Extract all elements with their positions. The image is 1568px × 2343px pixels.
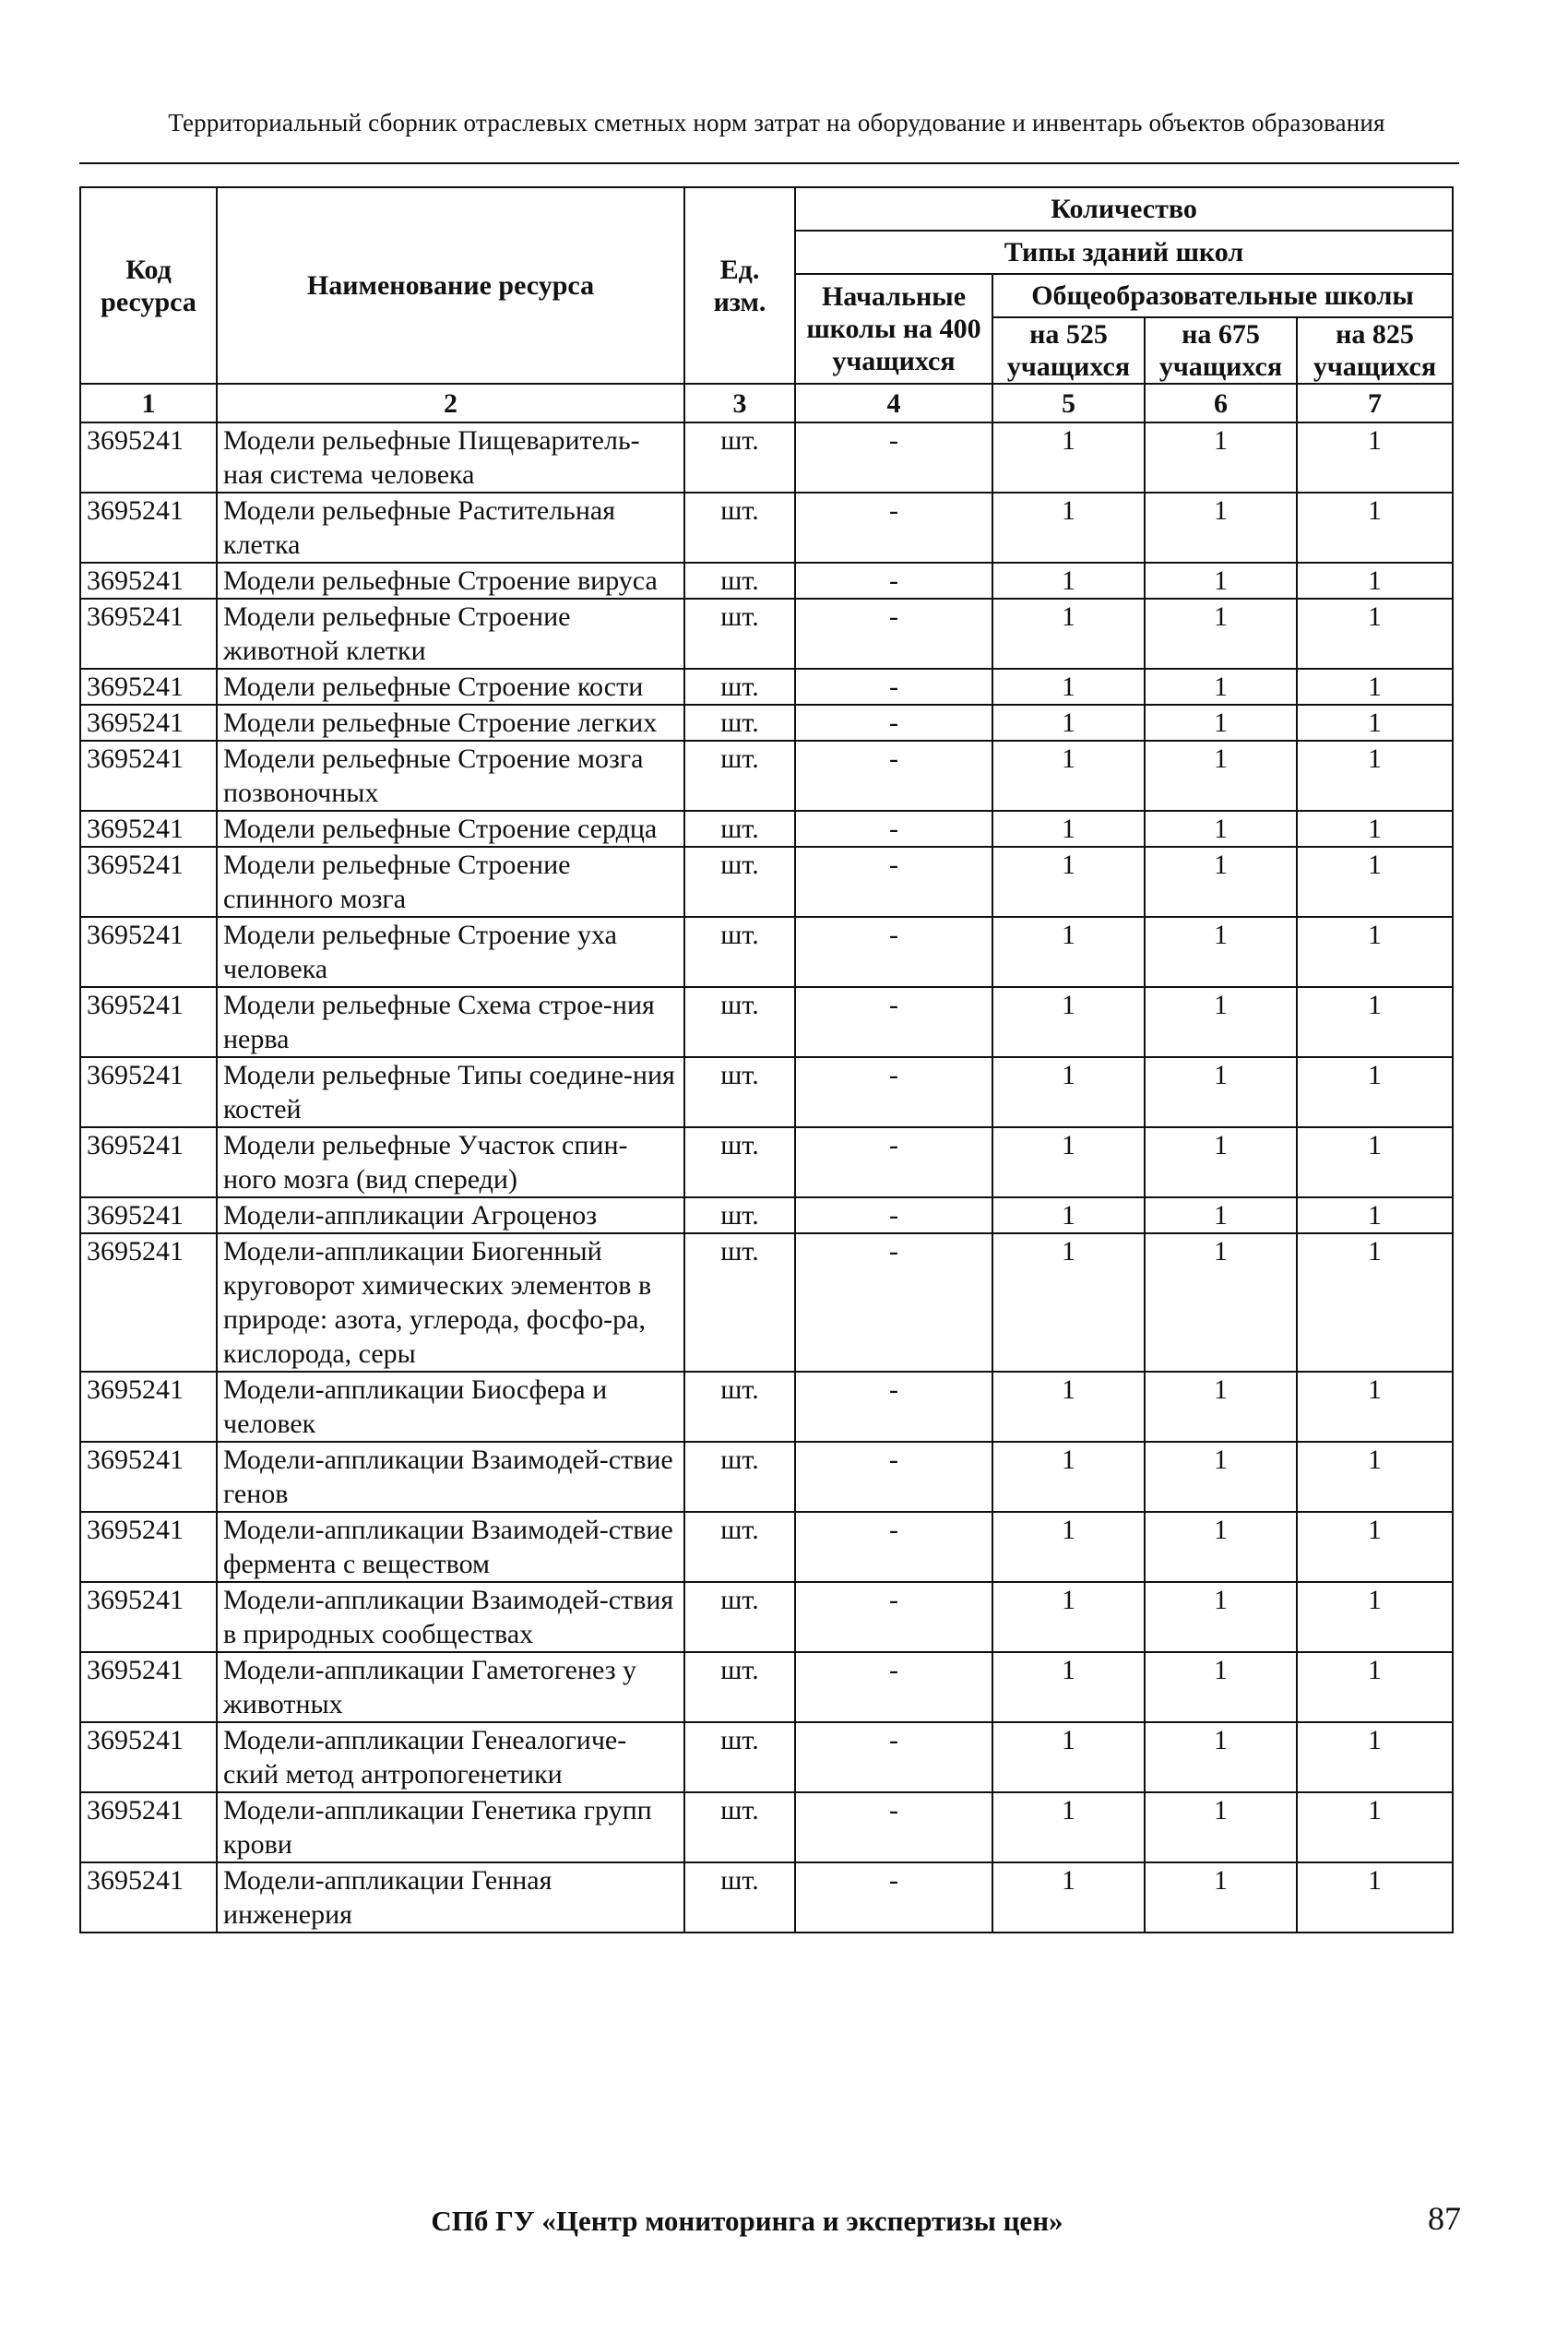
resource-code-cell: 3695241: [80, 1792, 217, 1862]
resource-code-cell: 3695241: [80, 705, 217, 741]
qty-675-cell: 1: [1145, 1197, 1297, 1233]
qty-400-cell: -: [795, 987, 992, 1057]
resource-code-cell: 3695241: [80, 1722, 217, 1792]
resource-name-cell: Модели рельефные Строение легких: [217, 705, 684, 741]
qty-825-cell: 1: [1297, 493, 1453, 563]
qty-525-cell: 1: [992, 741, 1145, 811]
qty-825-cell: 1: [1297, 599, 1453, 669]
resource-code-cell: 3695241: [80, 1127, 217, 1197]
qty-400-cell: -: [795, 1722, 992, 1792]
table-row: [80, 599, 1453, 669]
col-header-primary-400: Начальные школы на 400 учащихся: [795, 274, 992, 384]
qty-675-cell: 1: [1145, 917, 1297, 987]
qty-675-cell: 1: [1145, 1127, 1297, 1197]
unit-cell: шт.: [684, 1512, 795, 1582]
resource-code-cell: 3695241: [80, 1233, 217, 1372]
resource-code-cell: 3695241: [80, 599, 217, 669]
qty-825-cell: 1: [1297, 1057, 1453, 1127]
qty-825-cell: 1: [1297, 847, 1453, 917]
qty-825-cell: 1: [1297, 1582, 1453, 1652]
qty-525-cell: 1: [992, 1197, 1145, 1233]
qty-400-cell: -: [795, 1127, 992, 1197]
qty-400-cell: -: [795, 1862, 992, 1933]
qty-675-cell: 1: [1145, 1722, 1297, 1792]
qty-525-cell: 1: [992, 1372, 1145, 1442]
qty-675-cell: 1: [1145, 705, 1297, 741]
unit-cell: шт.: [684, 1722, 795, 1792]
unit-cell: шт.: [684, 987, 795, 1057]
resource-name-cell: Модели рельефные Строение вируса: [217, 563, 684, 599]
table-row: [80, 811, 1453, 847]
unit-cell: шт.: [684, 917, 795, 987]
qty-675-cell: 1: [1145, 422, 1297, 493]
resource-name-cell: Модели-аппликации Генная инженерия: [217, 1862, 684, 1933]
qty-525-cell: 1: [992, 705, 1145, 741]
norms-table: [79, 186, 1454, 1933]
qty-400-cell: -: [795, 1233, 992, 1372]
resource-name-cell: Модели-аппликации Взаимодей-ствие генов: [217, 1442, 684, 1512]
unit-cell: шт.: [684, 1127, 795, 1197]
qty-525-cell: 1: [992, 1792, 1145, 1862]
qty-525-cell: 1: [992, 563, 1145, 599]
qty-400-cell: -: [795, 669, 992, 705]
resource-code-cell: 3695241: [80, 669, 217, 705]
qty-400-cell: -: [795, 847, 992, 917]
qty-400-cell: -: [795, 741, 992, 811]
resource-code-cell: 3695241: [80, 1442, 217, 1512]
qty-525-cell: 1: [992, 1652, 1145, 1722]
qty-400-cell: -: [795, 705, 992, 741]
resource-code-cell: 3695241: [80, 1652, 217, 1722]
resource-name-cell: Модели-аппликации Агроценоз: [217, 1197, 684, 1233]
qty-825-cell: 1: [1297, 987, 1453, 1057]
unit-cell: шт.: [684, 1057, 795, 1127]
resource-code-cell: 3695241: [80, 917, 217, 987]
resource-code-cell: 3695241: [80, 741, 217, 811]
table-row: [80, 987, 1453, 1057]
unit-cell: шт.: [684, 1372, 795, 1442]
qty-525-cell: 1: [992, 1512, 1145, 1582]
resource-name-cell: Модели-аппликации Гаметогенез у животных: [217, 1652, 684, 1722]
qty-675-cell: 1: [1145, 1792, 1297, 1862]
col-header-quantity: Количество: [795, 187, 1453, 231]
qty-525-cell: 1: [992, 847, 1145, 917]
col-header-code: Код ресурса: [80, 187, 217, 384]
table-row: [80, 669, 1453, 705]
column-number: 5: [992, 384, 1145, 422]
table-head: [80, 187, 1453, 422]
column-number-row: [80, 384, 1453, 422]
unit-cell: шт.: [684, 1792, 795, 1862]
qty-675-cell: 1: [1145, 493, 1297, 563]
col-header-name: Наименование ресурса: [217, 187, 684, 384]
resource-code-cell: 3695241: [80, 493, 217, 563]
qty-825-cell: 1: [1297, 669, 1453, 705]
unit-cell: шт.: [684, 741, 795, 811]
qty-525-cell: 1: [992, 1442, 1145, 1512]
qty-525-cell: 1: [992, 987, 1145, 1057]
col-header-unit: Ед. изм.: [684, 187, 795, 384]
unit-cell: шт.: [684, 599, 795, 669]
resource-name-cell: Модели рельефные Строение животной клетки: [217, 599, 684, 669]
unit-cell: шт.: [684, 422, 795, 493]
qty-525-cell: 1: [992, 493, 1145, 563]
col-header-525: на 525 учащихся: [992, 317, 1145, 384]
qty-525-cell: 1: [992, 422, 1145, 493]
table-row: [80, 741, 1453, 811]
qty-525-cell: 1: [992, 1582, 1145, 1652]
resource-code-cell: 3695241: [80, 422, 217, 493]
unit-cell: шт.: [684, 1582, 795, 1652]
qty-400-cell: -: [795, 1512, 992, 1582]
header-rule: [79, 162, 1459, 164]
resource-name-cell: Модели-аппликации Взаимодей-ствие фермента с веществом: [217, 1512, 684, 1582]
table-row: [80, 705, 1453, 741]
qty-400-cell: -: [795, 599, 992, 669]
unit-cell: шт.: [684, 1862, 795, 1933]
resource-code-cell: 3695241: [80, 563, 217, 599]
column-number: 3: [684, 384, 795, 422]
resource-name-cell: Модели рельефные Растительная клетка: [217, 493, 684, 563]
qty-400-cell: -: [795, 422, 992, 493]
qty-400-cell: -: [795, 1197, 992, 1233]
resource-name-cell: Модели-аппликации Генетика групп крови: [217, 1792, 684, 1862]
resource-name-cell: Модели-аппликации Биосфера и человек: [217, 1372, 684, 1442]
unit-cell: шт.: [684, 563, 795, 599]
col-header-675: на 675 учащихся: [1145, 317, 1297, 384]
qty-675-cell: 1: [1145, 1582, 1297, 1652]
qty-675-cell: 1: [1145, 1862, 1297, 1933]
qty-400-cell: -: [795, 1057, 992, 1127]
column-number: 1: [80, 384, 217, 422]
qty-825-cell: 1: [1297, 917, 1453, 987]
table-row: [80, 1127, 1453, 1197]
column-number: 4: [795, 384, 992, 422]
unit-cell: шт.: [684, 1442, 795, 1512]
resource-code-cell: 3695241: [80, 987, 217, 1057]
resource-name-cell: Модели рельефные Схема строе-ния нерва: [217, 987, 684, 1057]
resource-code-cell: 3695241: [80, 1197, 217, 1233]
qty-400-cell: -: [795, 1792, 992, 1862]
col-header-825: на 825 учащихся: [1297, 317, 1453, 384]
qty-675-cell: 1: [1145, 1512, 1297, 1582]
qty-400-cell: -: [795, 1372, 992, 1442]
qty-825-cell: 1: [1297, 1792, 1453, 1862]
table-row: [80, 493, 1453, 563]
table-row: [80, 1722, 1453, 1792]
unit-cell: шт.: [684, 847, 795, 917]
qty-675-cell: 1: [1145, 1372, 1297, 1442]
qty-400-cell: -: [795, 563, 992, 599]
qty-400-cell: -: [795, 493, 992, 563]
qty-825-cell: 1: [1297, 1652, 1453, 1722]
qty-675-cell: 1: [1145, 847, 1297, 917]
resource-name-cell: Модели рельефные Строение мозга позвоночных: [217, 741, 684, 811]
qty-675-cell: 1: [1145, 669, 1297, 705]
table-row: [80, 1652, 1453, 1722]
resource-name-cell: Модели-аппликации Генеалогиче-ский метод антропогенетики: [217, 1722, 684, 1792]
table-row: [80, 1372, 1453, 1442]
qty-675-cell: 1: [1145, 563, 1297, 599]
qty-825-cell: 1: [1297, 1372, 1453, 1442]
table-row: [80, 1442, 1453, 1512]
resource-name-cell: Модели рельефные Строение кости: [217, 669, 684, 705]
table-row: [80, 1792, 1453, 1862]
qty-400-cell: -: [795, 1442, 992, 1512]
resource-name-cell: Модели рельефные Строение спинного мозга: [217, 847, 684, 917]
qty-525-cell: 1: [992, 1862, 1145, 1933]
resource-name-cell: Модели рельефные Участок спин-ного мозга (вид спереди): [217, 1127, 684, 1197]
resource-name-cell: Модели рельефные Строение уха человека: [217, 917, 684, 987]
resource-code-cell: 3695241: [80, 1512, 217, 1582]
qty-525-cell: 1: [992, 1057, 1145, 1127]
table-row: [80, 1197, 1453, 1233]
column-number: 6: [1145, 384, 1297, 422]
footer-organization: СПб ГУ «Центр мониторинга и экспертизы цен»: [431, 2205, 1063, 2237]
qty-675-cell: 1: [1145, 1057, 1297, 1127]
qty-825-cell: 1: [1297, 1233, 1453, 1372]
table-row: [80, 1862, 1453, 1933]
qty-675-cell: 1: [1145, 1442, 1297, 1512]
qty-675-cell: 1: [1145, 1652, 1297, 1722]
col-header-building-types: Типы зданий школ: [795, 231, 1453, 274]
unit-cell: шт.: [684, 1652, 795, 1722]
unit-cell: шт.: [684, 705, 795, 741]
resource-code-cell: 3695241: [80, 811, 217, 847]
column-number: 2: [217, 384, 684, 422]
table-row: [80, 1057, 1453, 1127]
qty-825-cell: 1: [1297, 563, 1453, 599]
qty-825-cell: 1: [1297, 741, 1453, 811]
resource-code-cell: 3695241: [80, 1372, 217, 1442]
unit-cell: шт.: [684, 493, 795, 563]
table-row: [80, 917, 1453, 987]
table-row: [80, 847, 1453, 917]
resource-name-cell: Модели рельефные Пищеваритель-ная система человека: [217, 422, 684, 493]
qty-825-cell: 1: [1297, 1862, 1453, 1933]
qty-525-cell: 1: [992, 811, 1145, 847]
resource-code-cell: 3695241: [80, 1582, 217, 1652]
qty-825-cell: 1: [1297, 1127, 1453, 1197]
column-number: 7: [1297, 384, 1453, 422]
qty-825-cell: 1: [1297, 1197, 1453, 1233]
resource-code-cell: 3695241: [80, 1057, 217, 1127]
qty-525-cell: 1: [992, 1127, 1145, 1197]
running-header: Территориальный сборник отраслевых сметных норм затрат на оборудование и инвентарь объектов образования: [168, 109, 1385, 137]
table-row: [80, 1233, 1453, 1372]
qty-400-cell: -: [795, 1582, 992, 1652]
qty-525-cell: 1: [992, 1722, 1145, 1792]
resource-code-cell: 3695241: [80, 847, 217, 917]
qty-400-cell: -: [795, 1652, 992, 1722]
qty-825-cell: 1: [1297, 422, 1453, 493]
qty-525-cell: 1: [992, 669, 1145, 705]
qty-825-cell: 1: [1297, 705, 1453, 741]
unit-cell: шт.: [684, 669, 795, 705]
qty-825-cell: 1: [1297, 1442, 1453, 1512]
resource-code-cell: 3695241: [80, 1862, 217, 1933]
page-number: 87: [1428, 2200, 1461, 2237]
unit-cell: шт.: [684, 1233, 795, 1372]
qty-825-cell: 1: [1297, 811, 1453, 847]
resource-name-cell: Модели-аппликации Взаимодей-ствия в природных сообществах: [217, 1582, 684, 1652]
qty-525-cell: 1: [992, 1233, 1145, 1372]
qty-400-cell: -: [795, 917, 992, 987]
resource-name-cell: Модели рельефные Строение сердца: [217, 811, 684, 847]
table-body: [80, 422, 1453, 1933]
col-header-general-schools: Общеобразовательные школы: [992, 274, 1453, 317]
unit-cell: шт.: [684, 811, 795, 847]
unit-cell: шт.: [684, 1197, 795, 1233]
resource-name-cell: Модели-аппликации Биогенный круговорот химических элементов в природе: азота, углерода, фосфо-ра, кислорода, серы: [217, 1233, 684, 1372]
table-row: [80, 1512, 1453, 1582]
qty-675-cell: 1: [1145, 987, 1297, 1057]
qty-675-cell: 1: [1145, 741, 1297, 811]
qty-525-cell: 1: [992, 599, 1145, 669]
table-row: [80, 422, 1453, 493]
qty-675-cell: 1: [1145, 811, 1297, 847]
qty-675-cell: 1: [1145, 1233, 1297, 1372]
qty-825-cell: 1: [1297, 1722, 1453, 1792]
table-row: [80, 1582, 1453, 1652]
qty-400-cell: -: [795, 811, 992, 847]
qty-825-cell: 1: [1297, 1512, 1453, 1582]
resource-name-cell: Модели рельефные Типы соедине-ния костей: [217, 1057, 684, 1127]
qty-675-cell: 1: [1145, 599, 1297, 669]
qty-525-cell: 1: [992, 917, 1145, 987]
table-row: [80, 563, 1453, 599]
